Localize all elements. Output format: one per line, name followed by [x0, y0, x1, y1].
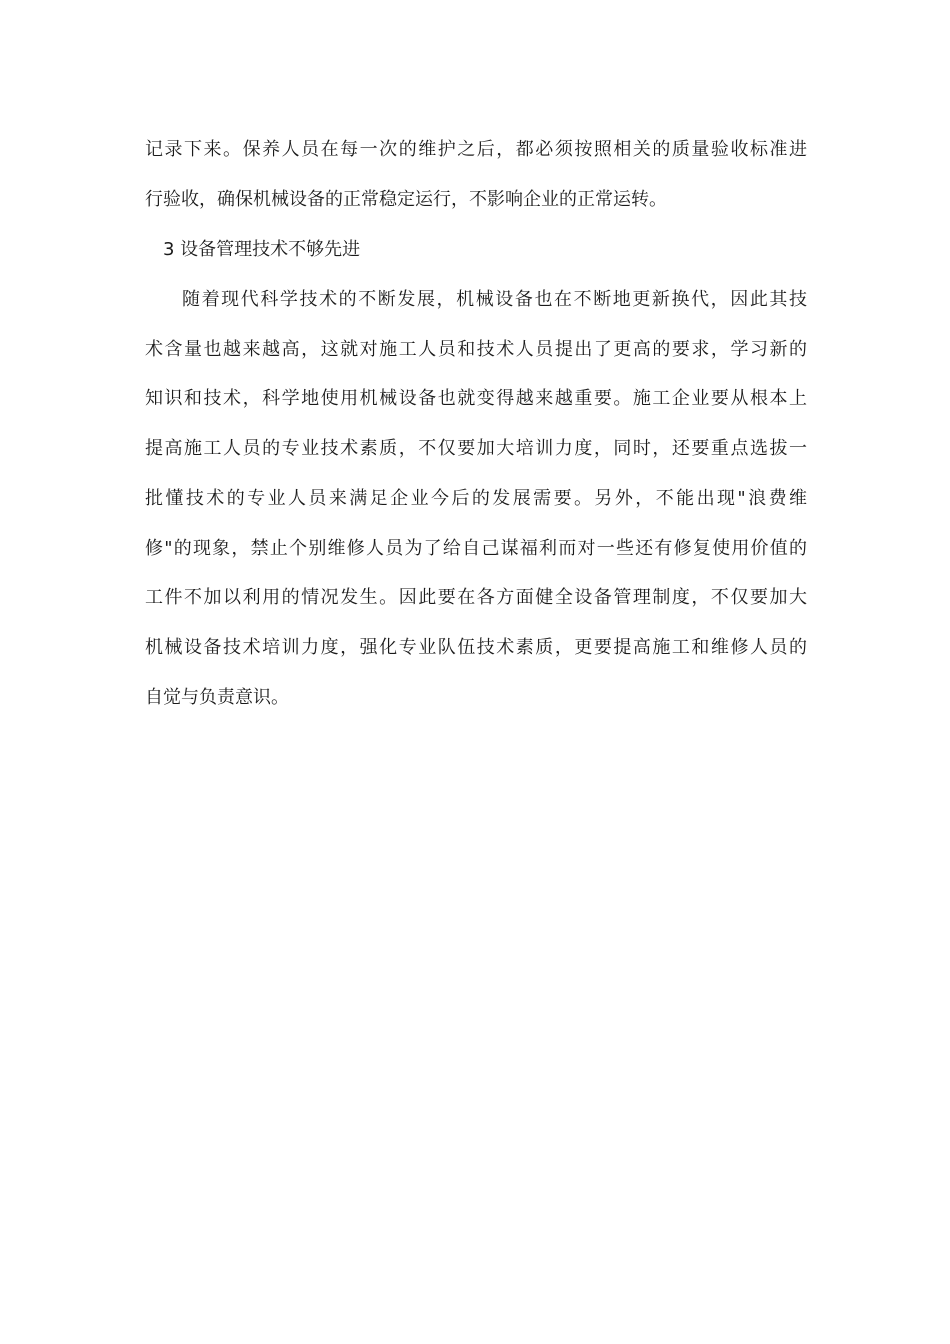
paragraph-line: 行验收，确保机械设备的正常稳定运行，不影响企业的正常运转。	[145, 189, 667, 210]
paragraph-line: 机械设备技术培训力度，强化专业队伍技术素质，更要提高施工和维修人员的	[145, 637, 807, 658]
section-heading: 3 设备管理技术不够先进	[163, 239, 361, 260]
paragraph-line: 修"的现象，禁止个别维修人员为了给自己谋福利而对一些还有修复使用价值的	[145, 538, 807, 559]
paragraph-line: 随着现代科学技术的不断发展，机械设备也在不断地更新换代，因此其技	[182, 289, 807, 310]
paragraph-line: 提高施工人员的专业技术素质，不仅要加大培训力度，同时，还要重点选拔一	[145, 438, 807, 459]
paragraph-line: 知识和技术，科学地使用机械设备也就变得越来越重要。施工企业要从根本上	[145, 388, 807, 409]
paragraph-line: 工件不加以利用的情况发生。因此要在各方面健全设备管理制度，不仅要加大	[145, 587, 807, 608]
paragraph-line: 自觉与负责意识。	[145, 687, 289, 708]
paragraph-line: 批懂技术的专业人员来满足企业今后的发展需要。另外，不能出现"浪费维	[145, 488, 807, 509]
paragraph-line: 记录下来。保养人员在每一次的维护之后，都必须按照相关的质量验收标准进	[145, 139, 807, 160]
paragraph-line: 术含量也越来越高，这就对施工人员和技术人员提出了更高的要求，学习新的	[145, 339, 807, 360]
